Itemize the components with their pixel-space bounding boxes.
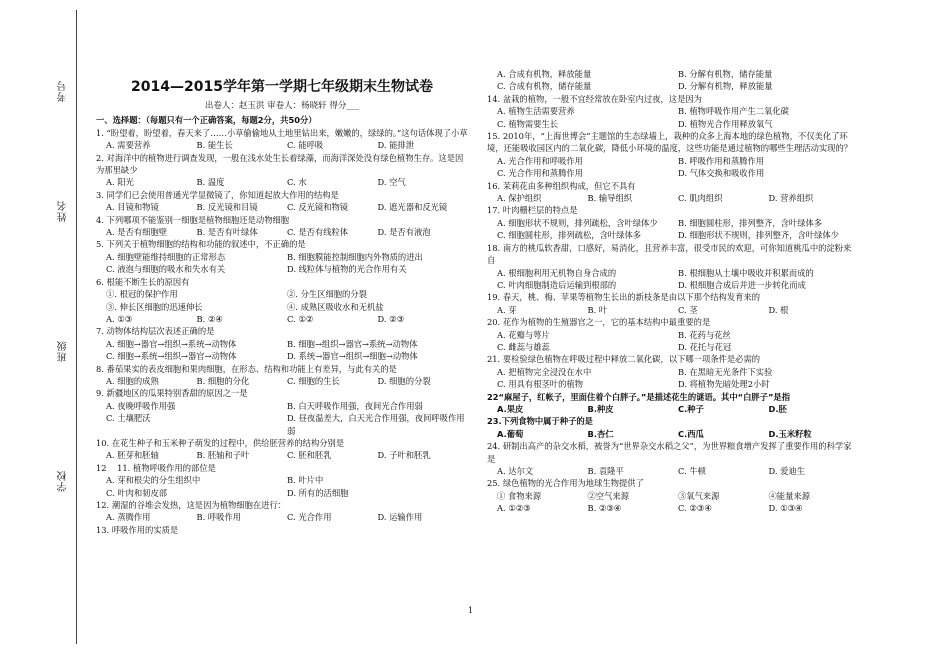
option-row	[487, 341, 859, 353]
left-column	[96, 78, 468, 536]
option: C. 光合作用和蒸腾作用	[497, 168, 583, 179]
option: D. 气体交换和吸收作用	[678, 168, 765, 179]
option-row	[96, 263, 468, 275]
option-row	[96, 350, 468, 362]
option-row	[487, 378, 859, 390]
option: B. 叶片中	[287, 475, 324, 486]
option-row	[96, 487, 468, 499]
question-text: 25. 绿色植物的光合作用为地球生物提供了	[487, 478, 644, 489]
option-row	[487, 105, 859, 117]
option: D. 子叶和胚乳	[377, 450, 431, 461]
option: B. 根细胞从土壤中吸收并积累而成的	[678, 267, 814, 278]
option: B. 能生长	[196, 140, 233, 151]
option: A. 是否有细胞壁	[106, 227, 168, 238]
option-row	[487, 329, 859, 341]
option: D.玉米籽粒	[768, 428, 812, 439]
option: D. 运输作用	[377, 512, 423, 523]
option: B. 细胞的分化	[196, 375, 250, 386]
option-row	[487, 167, 859, 179]
option: C. 雌蕊与雄蕊	[497, 341, 550, 352]
option-row	[487, 465, 859, 477]
option-row	[96, 449, 468, 461]
option: A. 细胞形状不规则，排列疏松，含叶绿体少	[497, 217, 658, 228]
option-row	[487, 155, 859, 167]
option: D. 细胞的分裂	[377, 375, 431, 386]
option: A. ①③	[106, 313, 133, 324]
option: C. 植物需要生长	[497, 118, 559, 129]
option: B.杏仁	[587, 428, 614, 439]
option-row	[96, 313, 468, 325]
option: D. 植物光合作用释放氧气	[678, 118, 773, 129]
option: C. 茎	[678, 304, 698, 315]
option: A. ①②③	[497, 503, 531, 514]
option: ②空气来源	[587, 490, 629, 501]
option: C. 胚和胚乳	[287, 450, 332, 461]
option-row	[96, 474, 468, 486]
option: C. 肌肉组织	[678, 193, 723, 204]
left-questions	[96, 127, 468, 536]
question-text: 5. 下列关于植物细胞的结构和功能的叙述中，不正确的是	[96, 239, 306, 250]
question-text: 19. 春天，桃、梅、苹果等植物生长出的新枝条是由以下那个结构发育来的	[487, 292, 761, 303]
question-text: 6. 根能不断生长的原因有	[96, 276, 190, 287]
option: B. 花药与花丝	[678, 329, 731, 340]
option: A. 植物生活需要营养	[497, 106, 575, 117]
question-text: 13. 呼吸作用的实质是	[96, 524, 179, 535]
option: A. 目镜和物镜	[106, 202, 159, 213]
option: A. 把植物完全浸没在水中	[497, 366, 592, 377]
option-row	[96, 375, 468, 387]
option: A. 阳光	[106, 177, 134, 188]
option: ③氧气来源	[678, 490, 720, 501]
option-row	[487, 403, 859, 415]
option: B. 在黑暗无光条件下实验	[678, 366, 773, 377]
option: C. 水	[287, 177, 307, 188]
author-line: 出卷人：赵玉洪 审卷人：杨晓轩 得分___	[204, 101, 360, 111]
binding-line	[76, 10, 77, 644]
option: D. 细胞形状不规则，排列整齐，含叶绿体少	[678, 230, 839, 241]
option: D. 根	[768, 304, 789, 315]
option-row	[487, 217, 859, 229]
option: C. 细胞→系统→组织→器官→动物体	[106, 351, 237, 362]
option-row	[96, 288, 468, 300]
question-text: 17. 叶肉栅栏层的特点是	[487, 205, 578, 216]
option-row	[487, 229, 859, 241]
option-row	[487, 80, 859, 92]
option: D. 昼夜温差大，白天光合作用强，夜间呼吸作用弱	[287, 413, 465, 436]
option: B. 输导组织	[587, 193, 633, 204]
option: A.果皮	[497, 403, 524, 414]
binding-margin	[0, 0, 100, 654]
option-row	[487, 118, 859, 130]
question-text: 4. 下列哪项不能鉴别一细胞是植物细胞还是动物细胞	[96, 214, 290, 225]
question-text: 22“麻屋子，红帐子，里面住着个白胖子。”是描述花生的谜语。其中“白胖子”是指	[487, 391, 791, 402]
option: ③. 伸长区细胞的迅速伸长	[106, 301, 203, 312]
option: ②. 分生区细胞的分裂	[287, 289, 367, 300]
question-text: 16. 茉莉花由多种组织构成，但它不具有	[487, 180, 636, 191]
option: C. 光合作用	[287, 512, 332, 523]
option: A. 细胞壁能维持细胞的正常形态	[106, 251, 226, 262]
option: C. ②③④	[678, 503, 712, 514]
option: A. 需要营养	[106, 140, 151, 151]
option: A. 合成有机物，释放能量	[497, 69, 592, 79]
question-text: 12. 潮湿的谷堆会发热，这是因为植物细胞在进行：	[96, 500, 287, 510]
option: C. 是否有线粒体	[287, 227, 349, 238]
option: C.西瓜	[678, 428, 704, 439]
question-text: 7. 动物体结构层次表述正确的是	[96, 326, 215, 337]
option-row	[487, 428, 859, 440]
right-questions	[487, 68, 859, 515]
option: A.葡萄	[497, 428, 524, 439]
option-row	[487, 192, 859, 204]
question-text: 1. “盼望着，盼望着，春天来了……小草偷偷地从土地里钻出来，嫩嫩的，绿绿的。”这句话体现了小草	[96, 127, 468, 138]
option: B. 温度	[196, 177, 225, 188]
question-text: 21. 要检验绿色植物在呼吸过程中释放二氧化碳，以下哪一项条件是必需的	[487, 354, 761, 365]
question-text: 2. 对海洋中的植物进行调查发现，一般在浅水处生长着绿藻，而海洋深处没有绿色植物生存。这是因为那里缺少	[96, 152, 464, 176]
question-text: 18. 南方的桃瓜软香甜，口感好，易消化，且营养丰富，很受市民的欢迎，可你知道桃瓜中的淀粉来自	[487, 242, 852, 266]
option: D. 空气	[377, 177, 406, 188]
option: C. 细胞的生长	[287, 375, 340, 386]
option-row	[487, 279, 859, 291]
page-number: 1	[468, 606, 474, 615]
option: D. 所有的活细胞	[287, 487, 349, 498]
option: D. 遮光器和反光镜	[377, 202, 448, 213]
option: B. 白天呼吸作用强，夜间光合作用弱	[287, 400, 423, 411]
option-row	[96, 139, 468, 151]
margin-label-kaohao: 考号	[58, 80, 69, 102]
option-row	[487, 502, 859, 514]
option: D. 根细胞合成后并进一步转化而成	[678, 279, 806, 290]
option: C. 用具有根茎叶的植物	[497, 379, 583, 390]
option: B. 叶	[587, 304, 608, 315]
question-text: 9. 新疆地区的瓜果特别香甜的原因之一是	[96, 388, 248, 399]
option: C. 合成有机物，储存能量	[497, 81, 592, 92]
option: C.种子	[678, 403, 704, 414]
option: B. 呼吸作用和蒸腾作用	[678, 155, 765, 166]
option: D. 花托与花冠	[678, 341, 732, 352]
option: A. 芽和根尖的分生组织中	[106, 475, 201, 486]
option: B. 反光镜和目镜	[196, 202, 258, 213]
option: A. 夜晚呼吸作用强	[106, 400, 176, 411]
option: A. 胚芽和胚轴	[106, 450, 159, 461]
option: B. 细胞膜能控制细胞内外物质的进出	[287, 251, 423, 262]
option-row	[96, 400, 468, 412]
option: A. 细胞的成熟	[106, 375, 159, 386]
option: D. 是否有液泡	[377, 227, 431, 238]
question-text: 3. 同学们已会使用普通光学显微镜了，你知道起放大作用的结构是	[96, 189, 339, 200]
option-row	[96, 226, 468, 238]
option: A. 蒸腾作用	[106, 512, 151, 523]
question-text: 15. 2010年，“上海世博会”主题馆的生态绿墙上，栽种的众多上海本地的绿色植物，不仅美化了环境，还能吸收园区内的二氧化碳，降低小环境的温度，这些功能是通过植物的哪些生理活动实现的？	[487, 131, 853, 154]
option: B. 胚轴和子叶	[196, 450, 250, 461]
option: C. ①②	[287, 313, 314, 324]
option: B. 细胞圆柱形，排列整齐，含叶绿体多	[678, 217, 823, 228]
option-row	[96, 511, 468, 523]
option: A. 芽	[497, 304, 517, 315]
option-row	[96, 338, 468, 350]
option: B. 是否有叶绿体	[196, 227, 258, 238]
exam-title: 2014—2015学年第一学期七年级期末生物试卷	[131, 79, 433, 95]
margin-label-banji: 班级	[58, 340, 69, 362]
option: B.种皮	[587, 403, 614, 414]
question-text: 24. 研制出高产的杂交水稻，被誉为“世界杂交水稻之父”，为世界粮食增产发挥了重要作用的科学家是	[487, 441, 852, 464]
question-text: 8. 番茄果实的表皮细胞和果肉细胞，在形态、结构和功能上有差异，与此有关的是	[96, 363, 397, 374]
option: D. 营养组织	[768, 193, 814, 204]
option: C. 能呼吸	[287, 140, 324, 151]
option: A. 细胞→器官→组织→系统→动物体	[106, 338, 237, 349]
option-row	[487, 267, 859, 279]
option-row	[487, 366, 859, 378]
option: D. 能排泄	[377, 140, 415, 151]
question-text: 14. 盆栽的植物，一般不宜经常放在卧室内过夜，这是因为	[487, 93, 702, 104]
option-row	[96, 301, 468, 313]
option-row	[96, 201, 468, 213]
option-row	[487, 490, 859, 502]
option-row	[96, 251, 468, 263]
option: B. ②④	[196, 313, 223, 324]
option: C. 细胞圆柱形，排列疏松，含叶绿体多	[497, 230, 642, 241]
option: ④. 成熟区吸收水和无机盐	[287, 301, 384, 312]
option: B. 袁隆平	[587, 466, 624, 476]
margin-label-xingming: 姓名	[58, 200, 69, 222]
option-row	[96, 176, 468, 188]
option: D.胚	[768, 403, 787, 414]
option-row	[96, 412, 468, 437]
option: ①. 根冠的保护作用	[106, 289, 178, 300]
margin-label-xuexiao: 学校	[58, 470, 69, 492]
option: C. 土壤肥沃	[106, 413, 151, 424]
question-text: 23.下列食物中属于种子的是	[487, 416, 593, 427]
option: A. 保护组织	[497, 193, 542, 204]
option: D. 系统→器官→组织→细胞→动物体	[287, 351, 418, 362]
question-text: 12 11. 植物呼吸作用的部位是	[96, 462, 216, 473]
option: B. 分解有机物，储存能量	[678, 69, 773, 79]
option: D. 分解有机物，释放能量	[678, 81, 773, 92]
option: B. 细胞→组织→器官→系统→动物体	[287, 338, 418, 349]
section-heading: 一、选择题：（每题只有一个正确答案，每题2分，共50分）	[96, 115, 317, 126]
option: A. 花瓣与萼片	[497, 329, 550, 340]
option: A. 光合作用和呼吸作用	[497, 155, 583, 166]
option: C. 叶肉和韧皮部	[106, 487, 168, 498]
option: D. ②③	[377, 313, 405, 324]
option: B. ②③④	[587, 503, 622, 514]
option: C. 液泡与细胞的吸水和失水有关	[106, 264, 226, 275]
option: B. 植物呼吸作用产生二氧化碳	[678, 106, 789, 117]
option: D. 线粒体与植物的光合作用有关	[287, 264, 407, 275]
option: C. 叶肉细胞制造后运输到根部的	[497, 279, 617, 290]
right-column	[487, 68, 859, 515]
option: D. 爱迪生	[768, 466, 806, 476]
option: C. 反光镜和物镜	[287, 202, 349, 213]
question-text: 10. 在花生种子和玉米种子萌发的过程中，供给胚营养的结构分别是	[96, 437, 345, 448]
option: ④能量来源	[768, 490, 810, 501]
option-row	[487, 68, 859, 80]
option: A. 根细胞利用无机物自身合成的	[497, 267, 617, 278]
option: D. ①③④	[768, 503, 803, 514]
option: D. 将植物先暗处理2小时	[678, 379, 770, 390]
option: C. 牛顿	[678, 466, 706, 476]
option: ① 食物来源	[497, 490, 542, 501]
option-row	[487, 304, 859, 316]
option: B. 呼吸作用	[196, 512, 242, 523]
question-text: 20. 花作为植物的生殖器官之一，它的基本结构中最重要的是	[487, 317, 711, 328]
option: A. 达尔文	[497, 466, 534, 476]
